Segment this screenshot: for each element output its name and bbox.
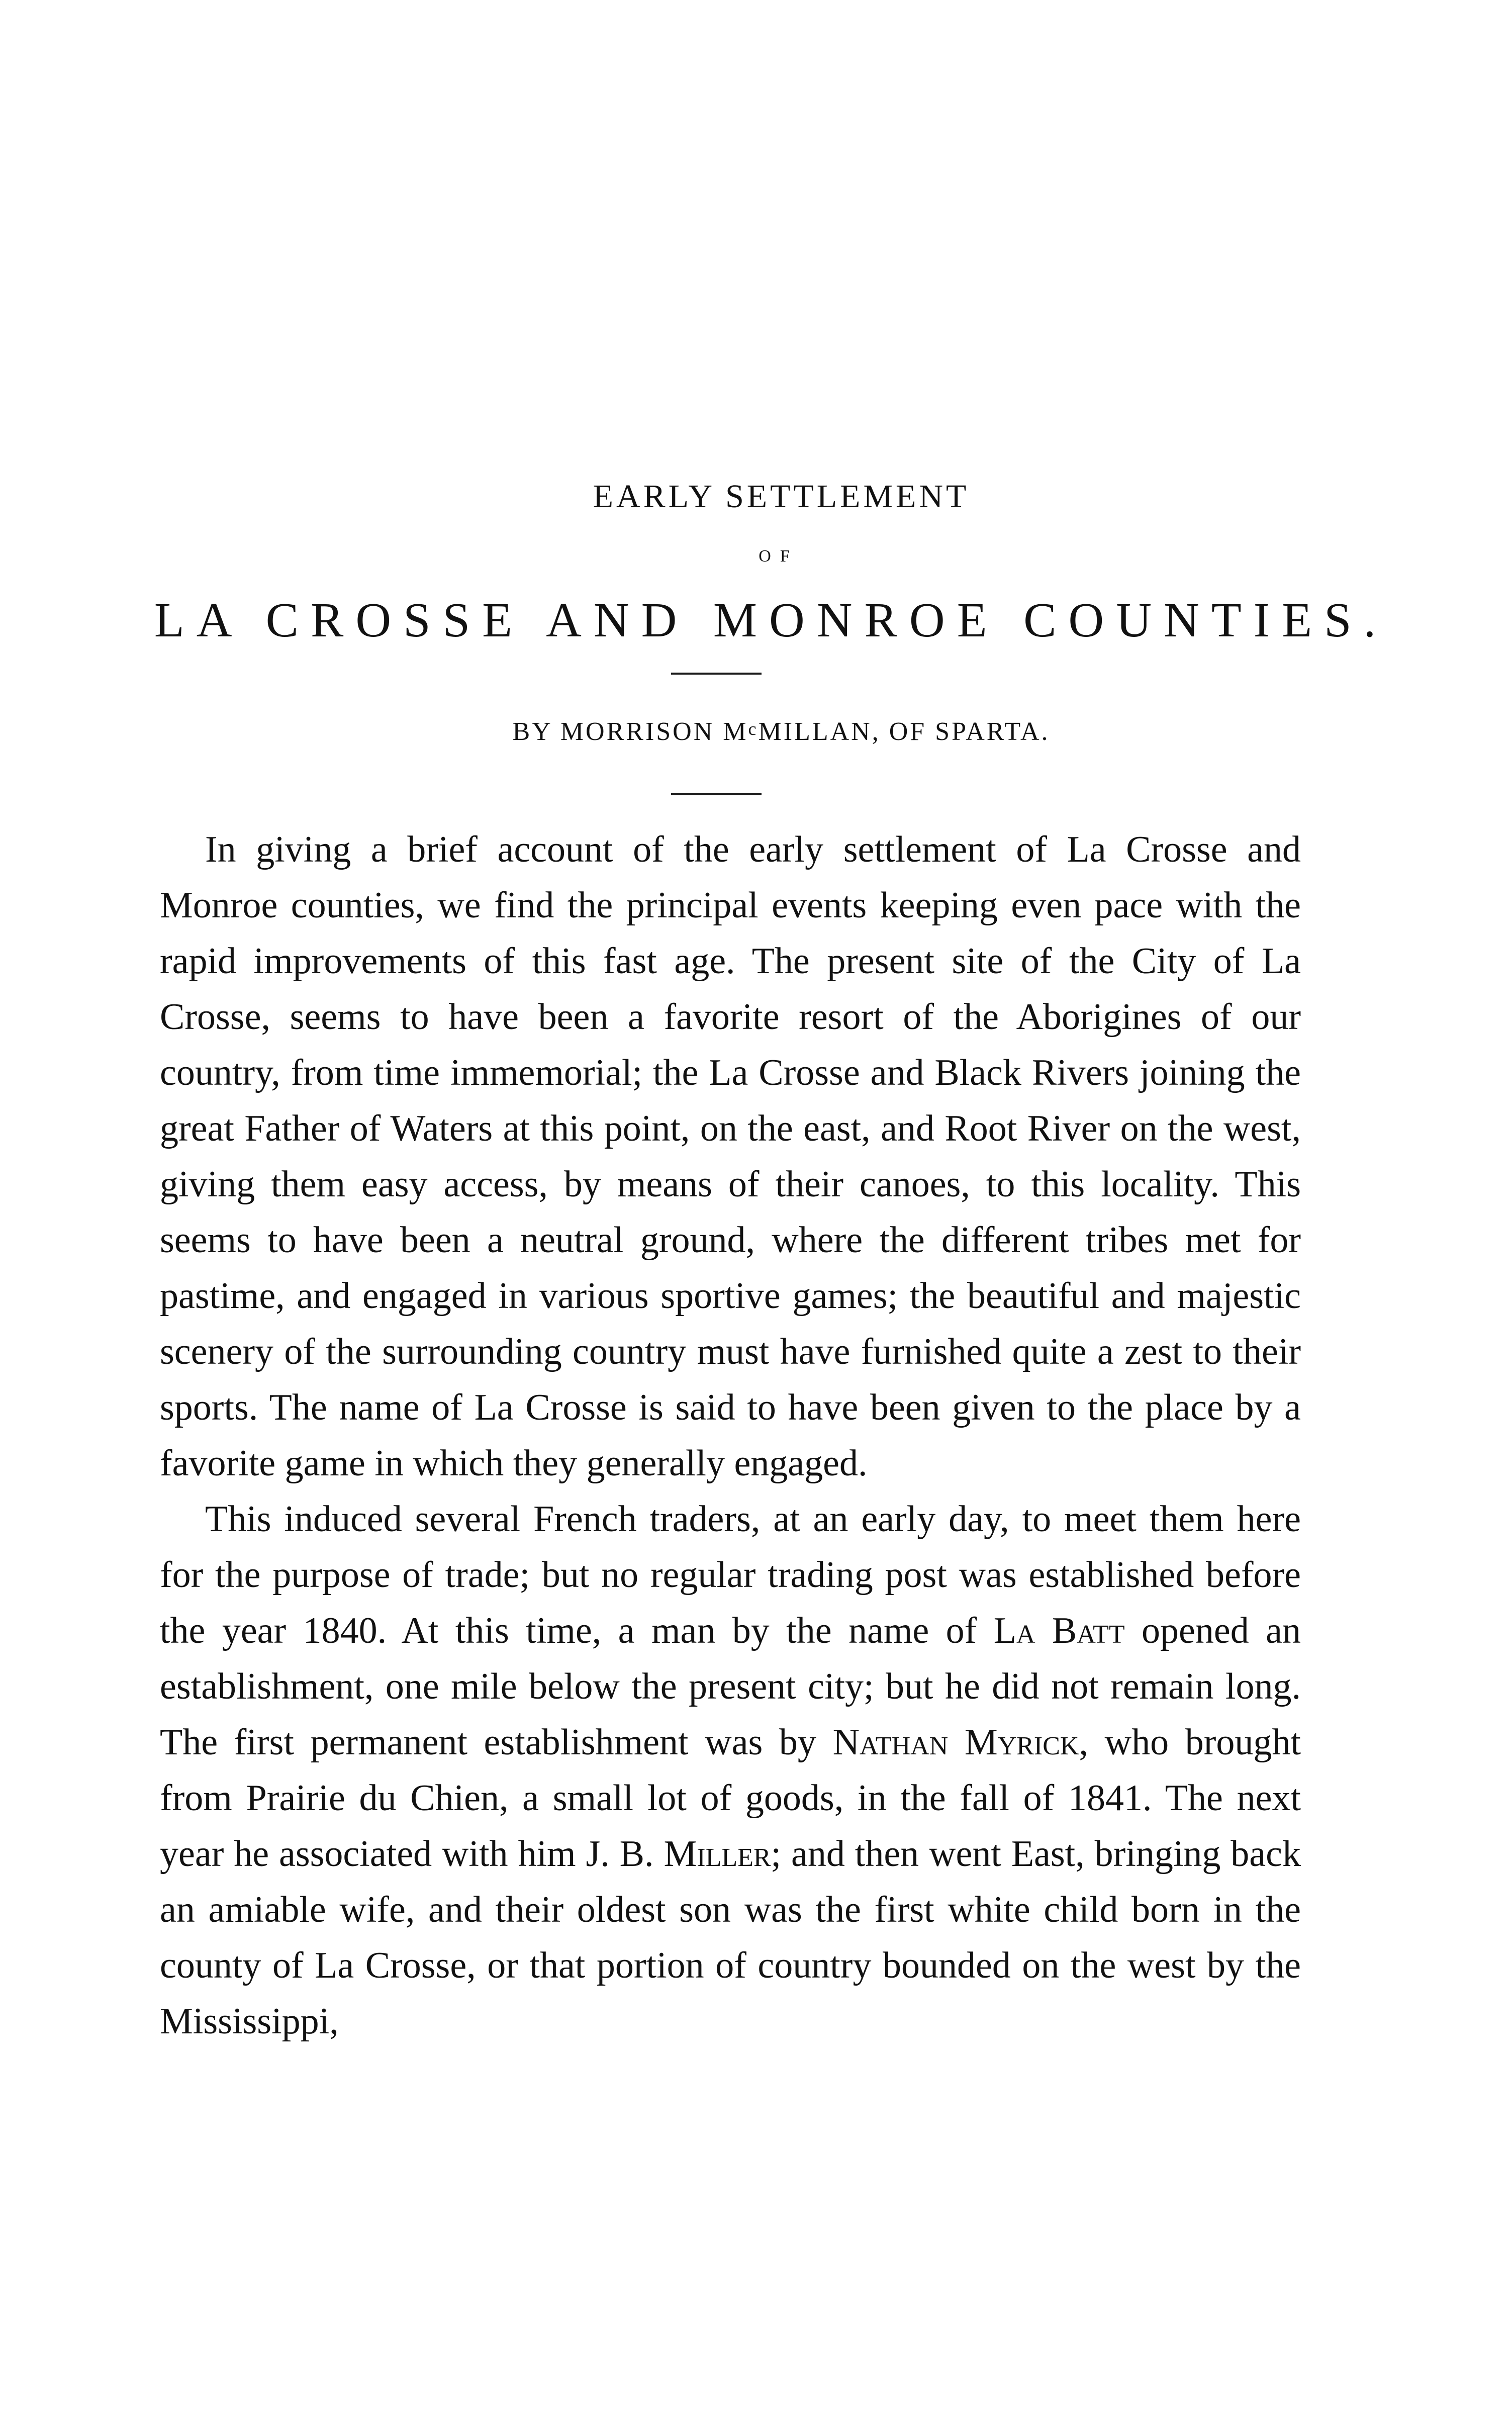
person-name-miller: Miller (664, 1833, 771, 1875)
byline-suffix: MILLAN, OF SPARTA. (758, 717, 1050, 746)
person-name-la-batt: La Batt (993, 1610, 1125, 1651)
paragraph-1: In giving a brief account of the early settlement of La Crosse and Monroe counties, we find the principal events keeping even pace with the rapid improvements of this fast age. The present site of the City of La Crosse, seems to have been a favorite resort of the Aborigines of our country, from time immemorial; the La Crosse and Black Rivers joining the great Father of Waters at this point, on the east, and Root River on the west, giving them easy access, by means of their canoes, to this locality. This seems to have been a neutral ground, where the different tribes met for pastime, and engaged in various sportive games; the beautiful and majestic scenery of the surrounding country must have furnished quite a zest to their sports. The name of La Crosse is said to have been given to the place by a favorite game in which they generally engaged. (160, 829, 1301, 1484)
title-of: OF (759, 547, 799, 566)
body-text (160, 822, 1301, 2049)
paragraph-2 (160, 1491, 1301, 2049)
divider-rule (671, 673, 762, 675)
paragraph-2-part-2: opened an establishment, one mile below the present city; but he did not remain long. The first permanent establishment was by (160, 1610, 1301, 1763)
paragraph-2-part-3: , who brought from Prairie du Chien, a small lot of goods, in the fall of 1841. The next year he associated with him J. B. (160, 1722, 1301, 1875)
byline (0, 719, 1512, 745)
paragraph-2-part-4: ; and then went East, bringing back an amiable wife, and their oldest son was the first white child born in the county of La Crosse, or that portion of country bounded on the west by the Mississippi, (160, 1833, 1301, 2042)
title-line-counties: LA CROSSE AND MONROE COUNTIES. (154, 593, 1388, 647)
title-line-early-settlement: EARLY SETTLEMENT (593, 478, 970, 515)
byline-superscript: c (748, 719, 759, 739)
person-name-nathan-myrick: Nathan Myrick (832, 1722, 1079, 1763)
paragraph-2-part-1: This induced several French traders, at an early day, to meet them here for the purpose of trade; but no regular trading post was established before the year 1840. At this time, a man by the name of (160, 1499, 1301, 1651)
byline-prefix: BY MORRISON M (512, 717, 748, 746)
divider-rule (671, 793, 762, 795)
